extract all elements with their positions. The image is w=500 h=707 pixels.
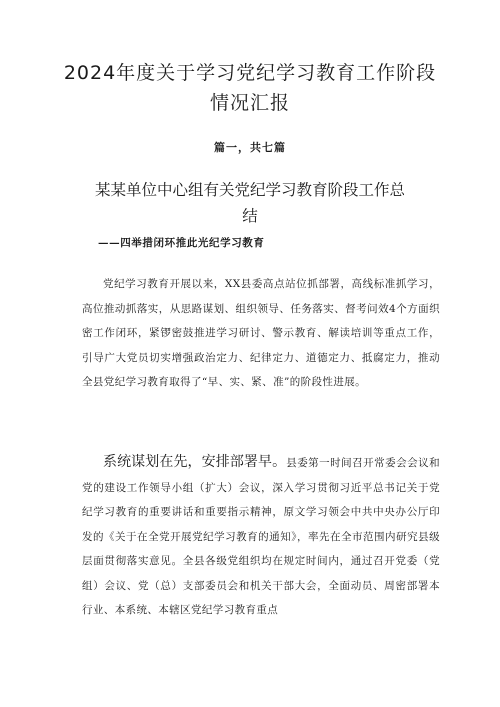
article-title xyxy=(80,177,420,229)
paragraph-body: 县委第一时间召开常委会会议和党的建设工作领导小组（扩大）会议，深入学习贯彻习近平总书记关于党纪学习教育的重要讲话和重要指示精神，原文学习领会中共中央办公厅印发的《关于在全党开展党纪学习教育的通知》，率先在全市范围内研究县级层面贯彻落实意见。全县各级党组织均在规定时间内，通过召开党委（党组）会议、党（总）支部委员会和机关干部大会，全面动员、周密部署本行业、本系统、本辖区党纪学习教育重点 xyxy=(82,457,440,616)
document-title-line2: 情况汇报 xyxy=(209,92,290,114)
paragraph-lead-heading: 系统谋划在先，安排部署早。 xyxy=(103,454,287,470)
paragraph-intro: 党纪学习教育开展以来，XX县委高点站位抓部署，高线标准抓学习，高位推动抓落实，从思路谋划、组织领导、任务落实、督考问效4个方面织密工作闭环，紧锣密鼓推进学习研讨、警示教育、解读培训等重点工作，引导广大党员切实增强政治定力、纪律定力、道德定力、抵腐定力，推动全县党纪学习教育取得了“早、实、紧、准”的阶段性进展。 xyxy=(82,278,440,388)
article-subtitle: ——四举措闭环推此光纪学习教育 xyxy=(98,237,265,249)
document-title-line1: 2024年度关于学习党纪学习教育工作阶段 xyxy=(63,62,437,84)
article-title-line1: 某某单位中心组有关党纪学习教育阶段工作总 xyxy=(94,181,405,199)
document-title xyxy=(60,58,440,118)
paragraph-planning xyxy=(82,450,440,623)
article-title-line2: 结 xyxy=(242,207,258,225)
section-label: 篇一，共七篇 xyxy=(214,141,286,154)
